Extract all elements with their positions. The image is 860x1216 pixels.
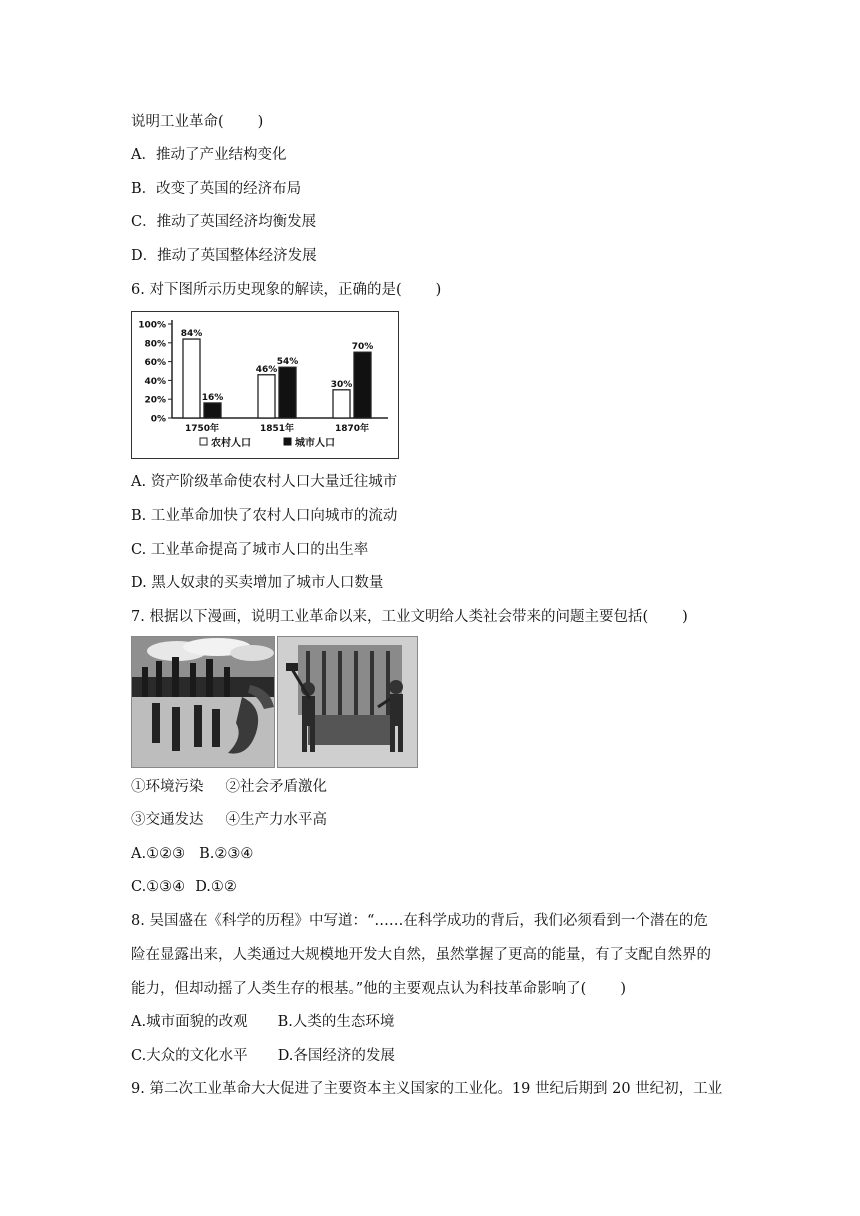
bar-rural [333,390,350,418]
x-tick-label: 1870年 [334,424,370,434]
q5-option-d: D．推动了英国整体经济发展 [131,248,317,264]
q7-stem: 7. 根据以下漫画，说明工业革命以来，工业文明给人类社会带来的问题主要包括( ) [131,609,688,625]
bar-urban [354,352,371,418]
pollution-cartoon-image [131,636,275,768]
q5-option-a: A．推动了产业结构变化 [131,147,287,163]
bar-rural [258,375,275,418]
q7-items-row2: ③交通发达 ④生产力水平高 [131,812,327,828]
data-label: 54% [276,357,299,368]
data-label: 84% [180,329,203,340]
q7-items-row1: ①环境污染 ②社会矛盾激化 [131,779,327,795]
x-tick-label: 1750年 [184,424,220,434]
y-tick-label: 0% [150,414,166,425]
data-label: 70% [351,342,374,353]
q5-stem: 说明工业革命( ) [131,114,264,130]
population-bar-chart [131,311,399,459]
factory-workers-cartoon-image [277,636,418,768]
legend-swatch-urban [284,438,291,445]
bar-urban [279,367,296,418]
bar-rural [183,339,200,418]
legend-label-urban: 城市人口 [295,438,335,449]
q8-choices-row1: A.城市面貌的改观 B.人类的生态环境 [131,1014,395,1030]
legend-swatch-rural [200,438,207,445]
q8-line1: 8. 吴国盛在《科学的历程》中写道：“……在科学成功的背后，我们必须看到一个潜在的危 [131,913,708,929]
legend-label-rural: 农村人口 [211,438,251,449]
q5-option-c: C．推动了英国经济均衡发展 [131,214,317,230]
q6-option-c: C. 工业革命提高了城市人口的出生率 [131,542,369,558]
q9-line1: 9. 第二次工业革命大大促进了主要资本主义国家的工业化。19 世纪后期到 20 世纪初，工业 [131,1081,723,1097]
q8-line2: 险在显露出来，人类通过大规模地开发大自然，虽然掌握了更高的能量，有了支配自然界的 [131,947,711,963]
q6-stem: 6. 对下图所示历史现象的解读，正确的是( ) [131,282,442,298]
y-tick-label: 20% [144,395,166,406]
q8-choices-row2: C.大众的文化水平 D.各国经济的发展 [131,1048,395,1064]
q7-choices-row1: A.①②③ B.②③④ [131,846,254,862]
data-label: 30% [330,379,353,390]
q7-choices-row2: C.①③④ D.①② [131,879,237,895]
chart-svg [132,312,398,458]
y-tick-label: 60% [144,358,166,369]
q5-option-b: B．改变了英国的经济布局 [131,181,302,197]
q8-line3: 能力，但却动摇了人类生存的根基。”他的主要观点认为科技革命影响了( ) [131,981,626,997]
q6-option-b: B. 工业革命加快了农村人口向城市的流动 [131,508,398,524]
data-label: 16% [201,392,224,403]
y-tick-label: 40% [144,376,166,387]
bar-urban [204,403,221,418]
q6-option-d: D. 黑人奴隶的买卖增加了城市人口数量 [131,575,384,591]
y-tick-label: 80% [144,339,166,350]
data-label: 46% [255,364,278,375]
x-tick-label: 1851年 [259,424,295,434]
y-tick-label: 100% [138,320,166,331]
q6-option-a: A. 资产阶级革命使农村人口大量迁往城市 [131,474,398,490]
